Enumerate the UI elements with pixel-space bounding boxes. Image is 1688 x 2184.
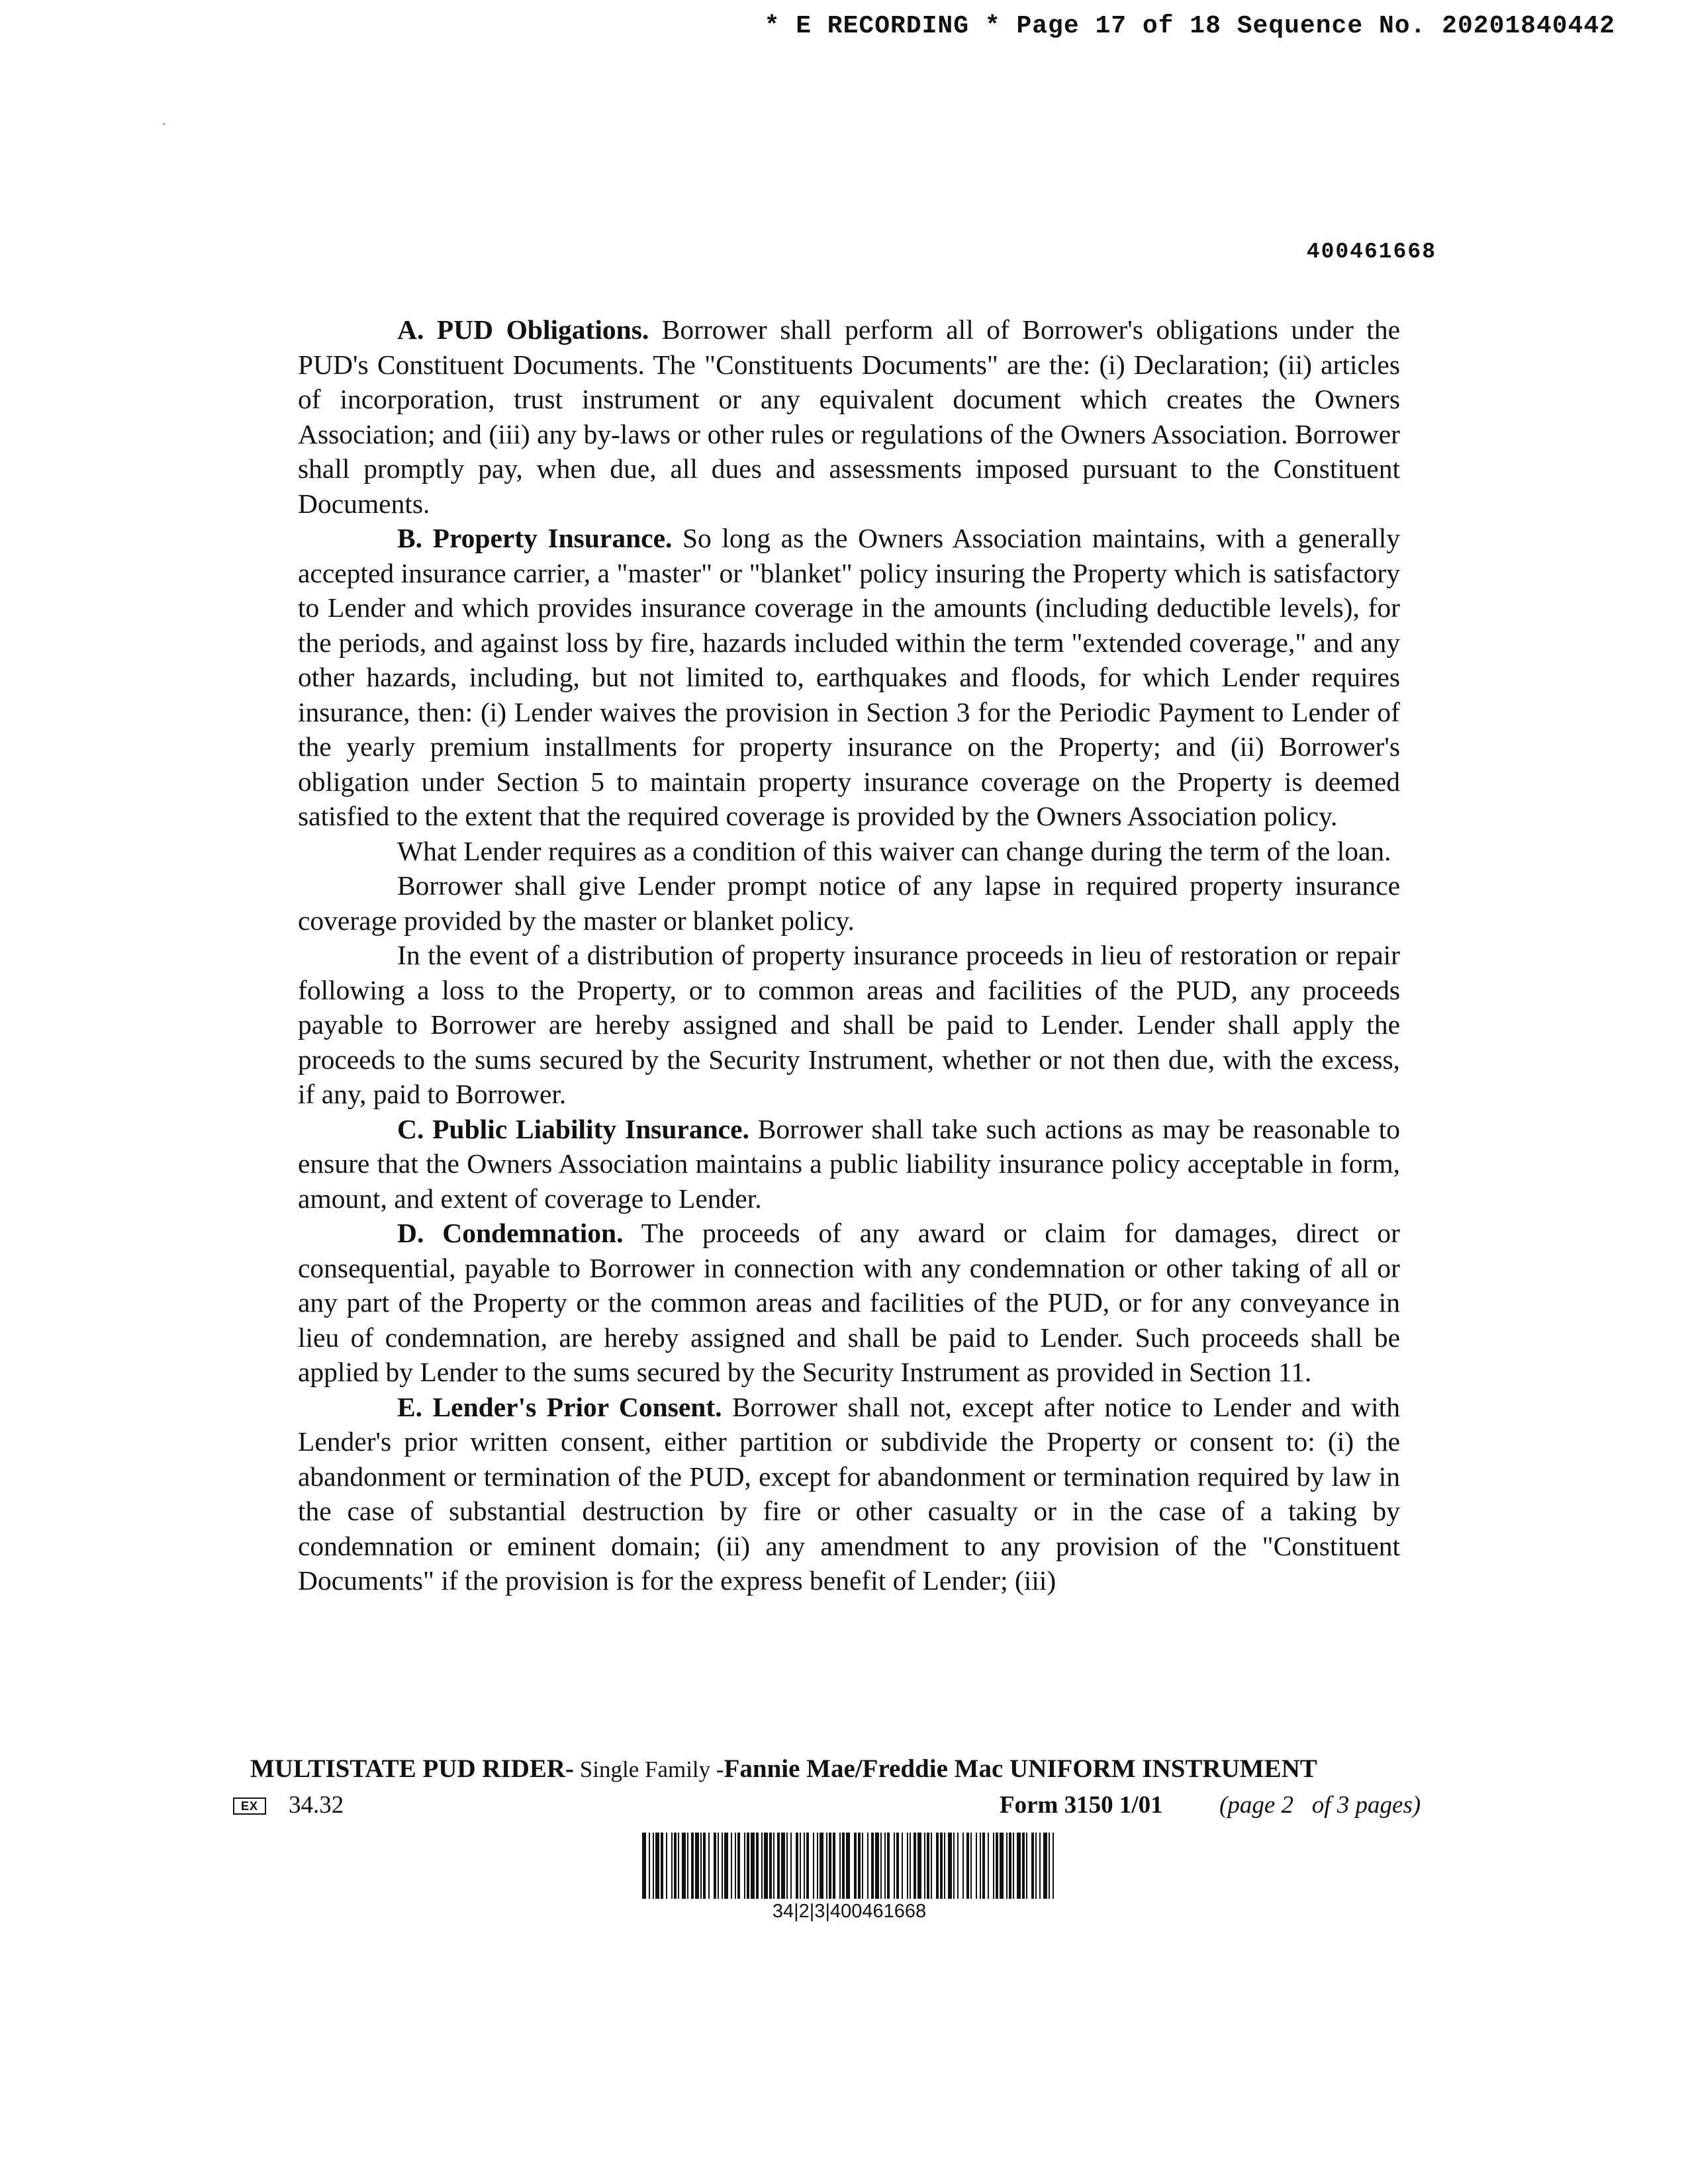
barcode-bar (887, 1833, 890, 1899)
barcode-bar (1035, 1833, 1037, 1899)
barcode-bar (858, 1833, 861, 1899)
barcode-bar (703, 1833, 706, 1899)
form-code: 34.32 (289, 1792, 344, 1819)
barcode-bar (722, 1833, 723, 1899)
barcode-bar (708, 1833, 710, 1899)
section-text: Borrower shall take such actions as may be reasonable to ensure that the Owners Association maintains a public liability insurance policy acceptable in form, amount, and extent of coverage to Lender. (298, 1113, 1401, 1214)
waiver-paragraph (298, 834, 1400, 869)
barcode-bar (867, 1833, 868, 1899)
barcode-bar (735, 1833, 736, 1899)
barcode-bar (813, 1833, 814, 1899)
barcode-bar (948, 1833, 952, 1899)
barcode-bar (914, 1833, 916, 1899)
scan-artifact (163, 123, 165, 125)
barcode-bar (826, 1833, 827, 1899)
barcode-bar (769, 1833, 772, 1899)
barcode (641, 1833, 1058, 1899)
barcode-bar (957, 1833, 959, 1899)
section-d-paragraph (298, 1216, 1400, 1390)
barcode-bar (936, 1833, 939, 1899)
barcode-bar (1049, 1833, 1050, 1899)
barcode-bar (820, 1833, 823, 1899)
barcode-bar (982, 1833, 985, 1899)
barcode-bar (737, 1833, 740, 1899)
form-title-part3: Fannie Mae/Freddie Mac UNIFORM INSTRUMENT (724, 1754, 1317, 1783)
barcode-bar (731, 1833, 732, 1899)
barcode-bar (1039, 1833, 1041, 1899)
barcode-bar (1022, 1833, 1025, 1899)
section-b-paragraph (298, 521, 1400, 834)
section-heading: C. Public Liability Insurance. (397, 1113, 749, 1144)
barcode-bar (907, 1833, 908, 1899)
barcode-bar (988, 1833, 989, 1899)
barcode-bar (896, 1833, 899, 1899)
section-heading: E. Lender's Prior Consent. (397, 1391, 722, 1422)
barcode-bar (773, 1833, 774, 1899)
barcode-bar (833, 1833, 835, 1899)
section-c-paragraph (298, 1112, 1400, 1216)
barcode-bar (940, 1833, 943, 1899)
barcode-bar (678, 1833, 679, 1899)
barcode-bar (862, 1833, 863, 1899)
section-text: Borrower shall perform all of Borrower's obligations under the PUD's Constituent Documents. The "Constituents Documents" are the: (i) Declaration; (ii) articles of incorporation, trust instrument or any equivalent document which creates the Owners Association; and (iii) any by-laws or other rules or regulations of the Owners Association. Borrower shall promptly pay, when due, all dues and assessments imposed pursuant to the Constituent Documents. (298, 314, 1400, 519)
barcode-bar (875, 1833, 879, 1899)
barcode-bar (642, 1833, 646, 1899)
barcode-bar (724, 1833, 728, 1899)
barcode-bar (976, 1833, 977, 1899)
barcode-bar (1009, 1833, 1011, 1899)
barcode-bar (1026, 1833, 1027, 1899)
barcode-bar (1043, 1833, 1047, 1899)
recording-stamp: * E RECORDING * Page 17 of 18 Sequence No. 20201840442 (764, 12, 1615, 40)
barcode-bar (927, 1833, 929, 1899)
section-text: The proceeds of any award or claim for damages, direct or consequential, payable to Borrower in connection with any condemnation or other taking of all or any part of the Property or the common areas and facilities of the PUD, or for any conveyance in lieu of condemnation, are hereby assigned and shall be paid to Lender. Such proceeds shall be applied by Lender to the sums secured by the Security Instrument as provided in Section 11. (298, 1218, 1400, 1387)
rider-body (298, 312, 1400, 1598)
barcode-text: 34|2|3|400461668 (772, 1901, 927, 1922)
notice-paragraph (298, 868, 1400, 938)
section-heading: D. Condemnation. (397, 1218, 624, 1248)
barcode-bar (661, 1833, 663, 1899)
barcode-bar (718, 1833, 719, 1899)
section-heading: B. Property Insurance. (397, 523, 673, 553)
barcode-bar (781, 1833, 785, 1899)
barcode-bar (829, 1833, 831, 1899)
barcode-bar (970, 1833, 972, 1899)
section-text: Borrower shall not, except after notice to Lender and with Lender's prior written consent, either partition or subdivide the Property or consent to: (i) the abandonment or termination of the PUD, except for abandonment or termination required by law in the case of substantial destruction by fire or other casualty or in the case of a taking by condemnation or eminent domain; (ii) any amendment to any provision of the "Constituent Documents" if the provision is for the express benefit of Lender; (iii) (298, 1391, 1400, 1596)
barcode-bar (806, 1833, 809, 1899)
barcode-bar (790, 1833, 792, 1899)
barcode-bar (649, 1833, 650, 1899)
loan-number: 400461668 (1306, 240, 1436, 264)
barcode-bar (655, 1833, 659, 1899)
barcode-bar (1017, 1833, 1021, 1899)
barcode-bar (747, 1833, 749, 1899)
barcode-bar (993, 1833, 994, 1899)
barcode-bar (966, 1833, 969, 1899)
barcode-bar (691, 1833, 694, 1899)
barcode-bar (894, 1833, 895, 1899)
section-text: So long as the Owners Association maintains, with a generally accepted insurance carrier, a "master" or "blanket" policy insuring the Property which is satisfactory to Lender and which provides insurance coverage in the amounts (including deductible levels), for the periods, and against loss by fire, hazards included within the term "extended coverage," and any other hazards, including, but not limited to, earthquakes and floods, for which Lender requires insurance, then: (i) Lender waives the provision in Section 3 for the Periodic Payment to Lender of the yearly premium installments for property insurance on the Property; and (ii) Borrower's obligation under Section 5 to maintain property insurance coverage on the Property is deemed satisfied to the extent that the required coverage is provided by the Owners Association policy. (298, 523, 1400, 831)
distribution-paragraph (298, 938, 1400, 1112)
section-heading: A. PUD Obligations. (397, 314, 649, 345)
section-a-paragraph (298, 312, 1400, 521)
barcode-bar (800, 1833, 801, 1899)
barcode-bar (846, 1833, 850, 1899)
barcode-bar (695, 1833, 699, 1899)
ex-logo-icon: EX (233, 1797, 266, 1815)
barcode-bar (931, 1833, 932, 1899)
barcode-bar (764, 1833, 768, 1899)
form-title (250, 1754, 1410, 1784)
barcode-bar (674, 1833, 677, 1899)
barcode-bar (996, 1833, 998, 1899)
barcode-bar (817, 1833, 818, 1899)
barcode-bar (687, 1833, 688, 1899)
barcode-bar (854, 1833, 857, 1899)
barcode-bar (839, 1833, 841, 1899)
barcode-bar (910, 1833, 911, 1899)
barcode-bar (666, 1833, 667, 1899)
barcode-bar (777, 1833, 780, 1899)
barcode-bar (761, 1833, 763, 1899)
barcode-bar (902, 1833, 903, 1899)
barcode-bar (1031, 1833, 1034, 1899)
barcode-bar (884, 1833, 886, 1899)
section-text: What Lender requires as a condition of this waiver can change during the term of the loan. (397, 835, 1391, 866)
barcode-bar (1006, 1833, 1008, 1899)
section-e-paragraph (298, 1390, 1400, 1598)
page-info: (page 2 of 3 pages) (1219, 1792, 1421, 1819)
section-text: In the event of a distribution of property insurance proceeds in lieu of restoration or repair following a loss to the Property, or to common areas and facilities of the PUD, any proceeds payable to Borrower are hereby assigned and shall be paid to Lender. Lender shall apply the proceeds to the sums secured by the Security Instrument, whether or not then due, with the excess, if any, paid to Borrower. (298, 940, 1400, 1109)
barcode-bar (1000, 1833, 1004, 1899)
barcode-bar (744, 1833, 745, 1899)
barcode-bar (962, 1833, 964, 1899)
barcode-bar (700, 1833, 702, 1899)
section-text: Borrower shall give Lender prompt notice of any lapse in required property insurance coverage provided by the master or blanket policy. (298, 870, 1400, 936)
barcode-bar (924, 1833, 925, 1899)
barcode-bar (786, 1833, 788, 1899)
form-title-part2: Single Family - (574, 1756, 724, 1782)
barcode-bar (682, 1833, 686, 1899)
barcode-bar (653, 1833, 654, 1899)
barcode-bar (671, 1833, 673, 1899)
barcode-bar (880, 1833, 882, 1899)
barcode-bar (751, 1833, 755, 1899)
barcode-bar (953, 1833, 955, 1899)
form-info-line (233, 1791, 1451, 1824)
barcode-bar (1053, 1833, 1054, 1899)
barcode-bar (796, 1833, 798, 1899)
barcode-bar (804, 1833, 805, 1899)
form-title-part1: MULTISTATE PUD RIDER- (250, 1754, 575, 1783)
barcode-bar (980, 1833, 981, 1899)
barcode-bar (756, 1833, 759, 1899)
barcode-bar (842, 1833, 845, 1899)
barcode-bar (944, 1833, 945, 1899)
form-number: Form 3150 1/01 (1000, 1792, 1163, 1819)
barcode-bar (1013, 1833, 1014, 1899)
barcode-bar (714, 1833, 716, 1899)
barcode-bar (871, 1833, 874, 1899)
barcode-bar (917, 1833, 921, 1899)
